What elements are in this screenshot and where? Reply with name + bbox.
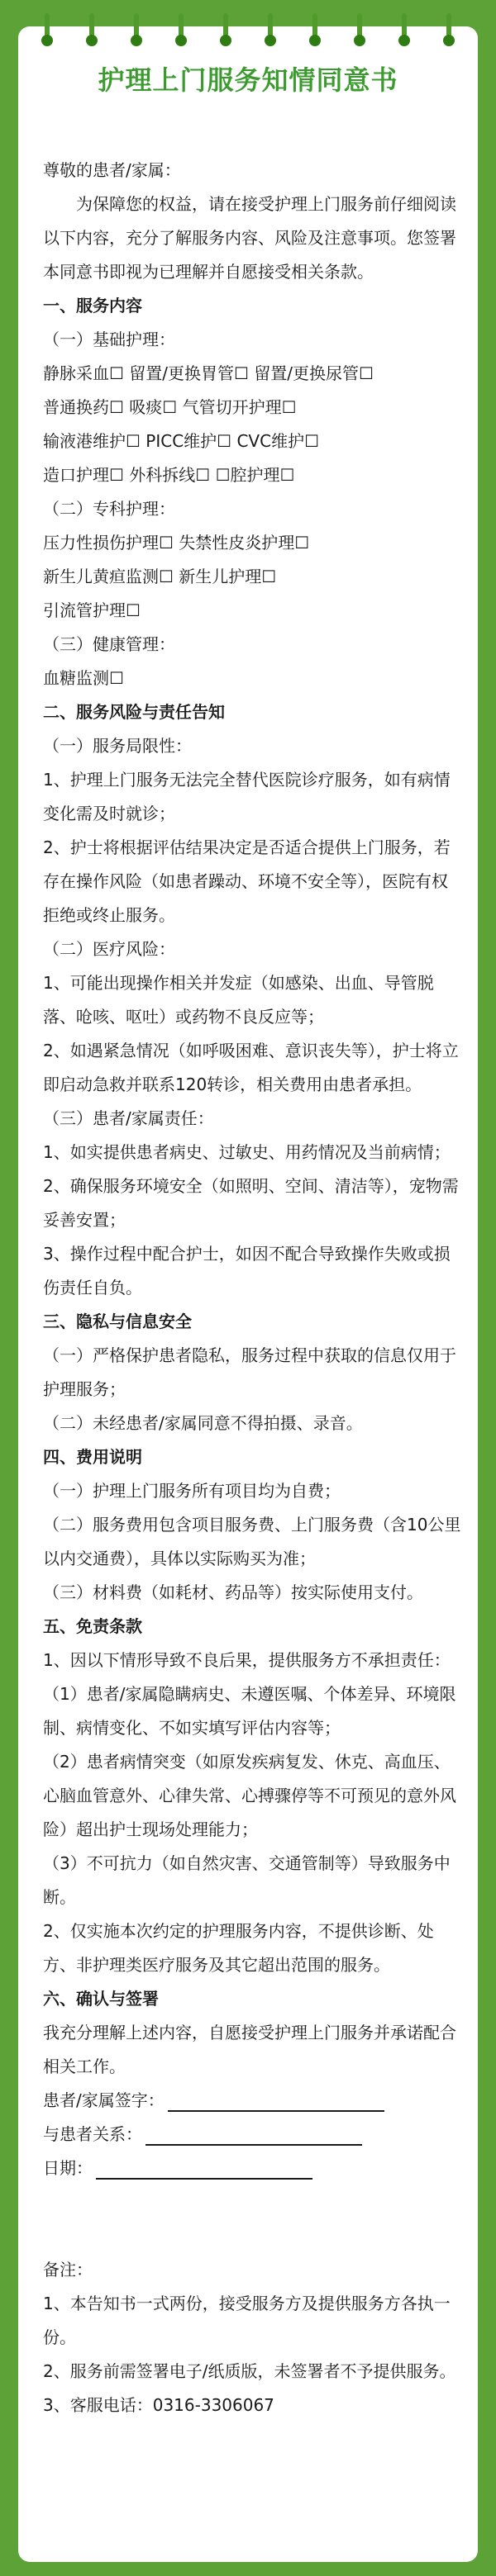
service-option-line: 引流管护理☐ — [43, 600, 141, 620]
binder-ring — [309, 13, 321, 48]
clause-item: 2、确保服务环境安全（如照明、空间、清洁等），宠物需妥善安置； — [43, 1176, 459, 1230]
binder-ring — [354, 13, 365, 48]
spacer — [43, 2185, 461, 2253]
section-heading: 三、隐私与信息安全 — [43, 1312, 192, 1331]
note-item: 2、服务前需签署电子/纸质版，未签署者不予提供服务。 — [43, 2361, 456, 2381]
clause-item: 2、如遇紧急情况（如呼吸困难、意识丧失等），护士将立即启动急救并联系120转诊，相关费用由患者承担。 — [43, 1041, 459, 1094]
section-heading: 二、服务风险与责任告知 — [43, 702, 225, 722]
relation-line[interactable] — [145, 2126, 362, 2146]
service-option-line: 压力性损伤护理☐ 失禁性皮炎护理☐ — [43, 533, 310, 553]
clause-subitem: （2）患者病情突变（如原发疾病复发、休克、高血压、心脑血管意外、心律失常、心搏骤停等不可预见的意外风险）超出护士现场处理能力； — [43, 1752, 456, 1839]
clause-item: （三）材料费（如耗材、药品等）按实际使用支付。 — [43, 1582, 423, 1602]
note-item: 3、客服电话：0316-3306067 — [43, 2395, 274, 2415]
binder-ring — [175, 13, 187, 48]
clause-subitem: （3）不可抗力（如自然灾害、交通管制等）导致服务中断。 — [43, 1853, 451, 1907]
binder-ring — [265, 13, 276, 48]
subsection-title: （三）健康管理： — [43, 634, 175, 654]
binder-ring — [41, 13, 53, 48]
section-heading: 五、免责条款 — [43, 1616, 142, 1636]
binder-ring — [220, 13, 231, 48]
clause-item: 1、如实提供患者病史、过敏史、用药情况及当前病情； — [43, 1142, 451, 1162]
binder-ring — [443, 13, 455, 48]
clause-item: （一）严格保护患者隐私，服务过程中获取的信息仅用于护理服务； — [43, 1345, 456, 1399]
date-label: 日期： — [43, 2158, 93, 2178]
section-heading: 一、服务内容 — [43, 296, 142, 315]
greeting: 尊敬的患者/家属： — [43, 160, 181, 180]
service-option-line: 输液港维护☐ PICC维护☐ CVC维护☐ — [43, 431, 320, 451]
page-title: 护理上门服务知情同意书 — [98, 64, 398, 96]
binder-ring — [131, 13, 142, 48]
clause-item: 1、因以下情形导致不良后果，提供服务方不承担责任： — [43, 1650, 451, 1670]
note-item: 1、本告知书一式两份，接受服务方及提供服务方各执一份。 — [43, 2294, 451, 2347]
clause-subitem: （1）患者/家属隐瞒病史、未遵医嘱、个体差异、环境限制、病情变化、不如实填写评估内容等； — [43, 1684, 456, 1738]
service-option-line: 普通换药☐ 吸痰☐ 气管切开护理☐ — [43, 397, 297, 417]
service-option-line: 血糖监测☐ — [43, 668, 124, 688]
date-row — [43, 2151, 461, 2185]
subsection-title: （一）基础护理： — [43, 330, 175, 349]
clause-item: 1、护理上门服务无法完全替代医院诊疗服务，如有病情变化需及时就诊； — [43, 770, 451, 823]
binder-rings — [41, 13, 455, 48]
clause-item: 2、仅实施本次约定的护理服务内容，不提供诊断、处方、非护理类医疗服务及其它超出范围的服务。 — [43, 1921, 434, 1975]
section-heading: 四、费用说明 — [43, 1447, 142, 1467]
service-option-line: 静脉采血☐ 留置/更换胃管☐ 留置/更换尿管☐ — [43, 363, 374, 383]
binder-ring — [398, 13, 410, 48]
relation-row — [43, 2118, 461, 2151]
date-line[interactable] — [96, 2160, 312, 2180]
subsection-title: （二）医疗风险： — [43, 939, 175, 959]
intro-paragraph: 为保障您的权益，请在接受护理上门服务前仔细阅读以下内容，充分了解服务内容、风险及注意事项。您签署本同意书即视为已理解并自愿接受相关条款。 — [43, 194, 456, 282]
signature-line[interactable] — [168, 2092, 384, 2112]
signature-row — [43, 2084, 461, 2118]
clause-item: 3、操作过程中配合护士，如因不配合导致操作失败或损伤责任自负。 — [43, 1244, 451, 1297]
clause-item: （二）服务费用包含项目服务费、上门服务费（含10公里以内交通费），具体以实际购买为准； — [43, 1515, 461, 1568]
clause-item: （二）未经患者/家属同意不得拍摄、录音。 — [43, 1413, 363, 1433]
clause-item: （一）护理上门服务所有项目均为自费； — [43, 1481, 341, 1501]
clause-item: 2、护士将根据评估结果决定是否适合提供上门服务，若存在操作风险（如患者躁动、环境不安全等），医院有权拒绝或终止服务。 — [43, 837, 451, 925]
section-heading: 六、确认与签署 — [43, 1989, 159, 2009]
service-option-line: 新生儿黄疸监测☐ 新生儿护理☐ — [43, 567, 277, 586]
signature-label: 患者/家属签字： — [43, 2090, 165, 2110]
subsection-title: （二）专科护理： — [43, 499, 175, 519]
confirmation-text: 我充分理解上述内容，自愿接受护理上门服务并承诺配合相关工作。 — [43, 2023, 456, 2076]
subsection-title: （一）服务局限性： — [43, 736, 192, 756]
notes-title: 备注： — [43, 2260, 93, 2279]
relation-label: 与患者关系： — [43, 2124, 142, 2144]
binder-ring — [86, 13, 98, 48]
service-option-line: 造口护理☐ 外科拆线☐ ☐腔护理☐ — [43, 465, 295, 485]
subsection-title: （三）患者/家属责任： — [43, 1108, 214, 1128]
document-body — [43, 154, 461, 2422]
clause-item: 1、可能出现操作相关并发症（如感染、出血、导管脱落、呛咳、呕吐）或药物不良反应等； — [43, 973, 434, 1027]
